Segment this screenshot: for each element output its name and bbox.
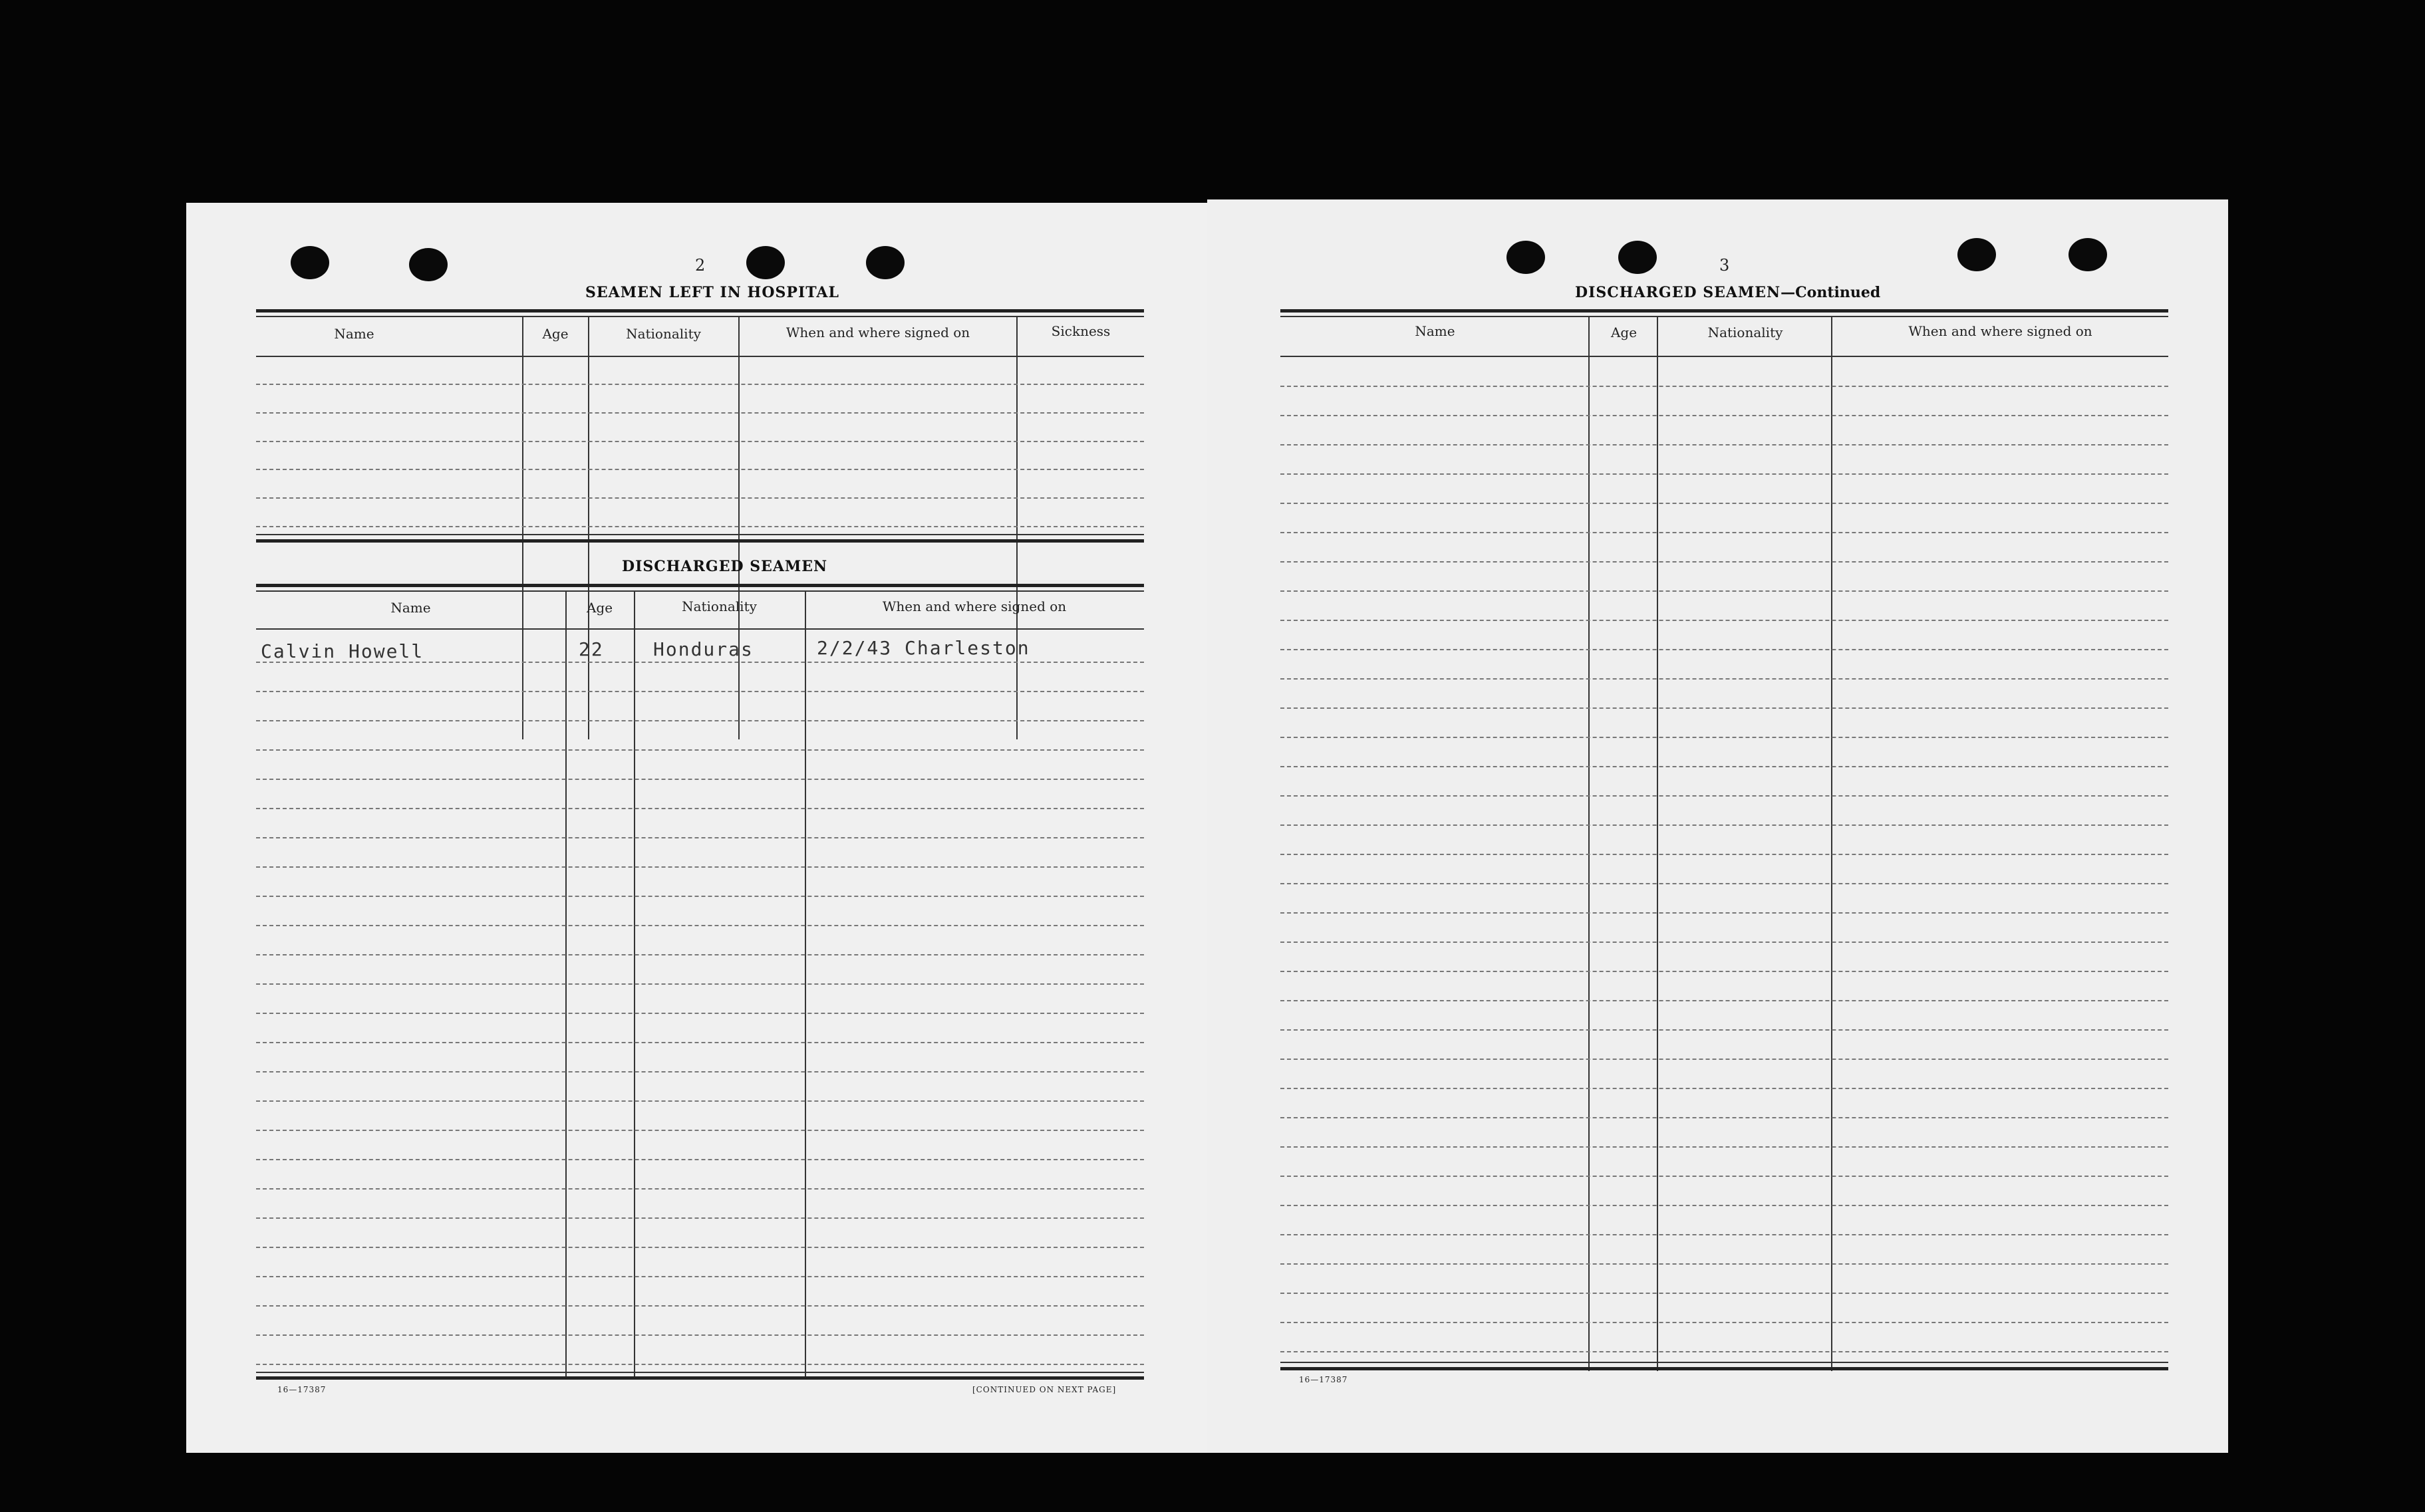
form-number: 16—17387 bbox=[277, 1385, 327, 1394]
title-suffix: —Continued bbox=[1781, 284, 1881, 301]
punch-hole bbox=[1957, 238, 1996, 271]
col-header-age: Age bbox=[586, 600, 613, 616]
punch-hole bbox=[409, 248, 448, 281]
col-header-name: Name bbox=[1415, 323, 1455, 339]
punch-hole bbox=[2068, 238, 2107, 271]
punch-hole bbox=[866, 246, 905, 279]
col-header-name: Name bbox=[334, 326, 374, 342]
col-header-signed-on: When and where signed on bbox=[882, 598, 1067, 614]
discharged-continued-title bbox=[1575, 284, 1880, 301]
hospital-section-title: SEAMEN LEFT IN HOSPITAL bbox=[585, 284, 839, 301]
seaman-nationality: Honduras bbox=[653, 638, 754, 660]
discharged-section-title: DISCHARGED SEAMEN bbox=[622, 558, 828, 575]
col-header-nationality: Nationality bbox=[626, 326, 701, 342]
col-header-name: Name bbox=[390, 600, 431, 616]
col-header-age: Age bbox=[1610, 324, 1638, 340]
continued-note: [CONTINUED ON NEXT PAGE] bbox=[972, 1385, 1117, 1394]
punch-hole bbox=[291, 246, 329, 279]
col-header-signed-on: When and where signed on bbox=[1908, 323, 2092, 339]
form-number: 16—17387 bbox=[1299, 1375, 1348, 1384]
seaman-name: Calvin Howell bbox=[261, 640, 424, 662]
title-main: DISCHARGED SEAMEN bbox=[1575, 284, 1781, 301]
page-number: 3 bbox=[1719, 256, 1730, 275]
col-header-signed-on: When and where signed on bbox=[785, 324, 970, 340]
col-header-nationality: Nationality bbox=[1707, 324, 1783, 340]
punch-hole bbox=[746, 246, 785, 279]
seaman-age: 22 bbox=[579, 638, 604, 660]
col-header-age: Age bbox=[542, 326, 569, 342]
punch-hole bbox=[1618, 241, 1657, 274]
col-header-nationality: Nationality bbox=[682, 598, 757, 614]
punch-hole bbox=[1506, 241, 1545, 274]
right-page bbox=[1207, 199, 2228, 1453]
page-number: 2 bbox=[695, 256, 706, 275]
seaman-signed-on: 2/2/43 Charleston bbox=[817, 637, 1030, 659]
left-page bbox=[186, 203, 1207, 1453]
col-header-sickness: Sickness bbox=[1051, 323, 1111, 339]
